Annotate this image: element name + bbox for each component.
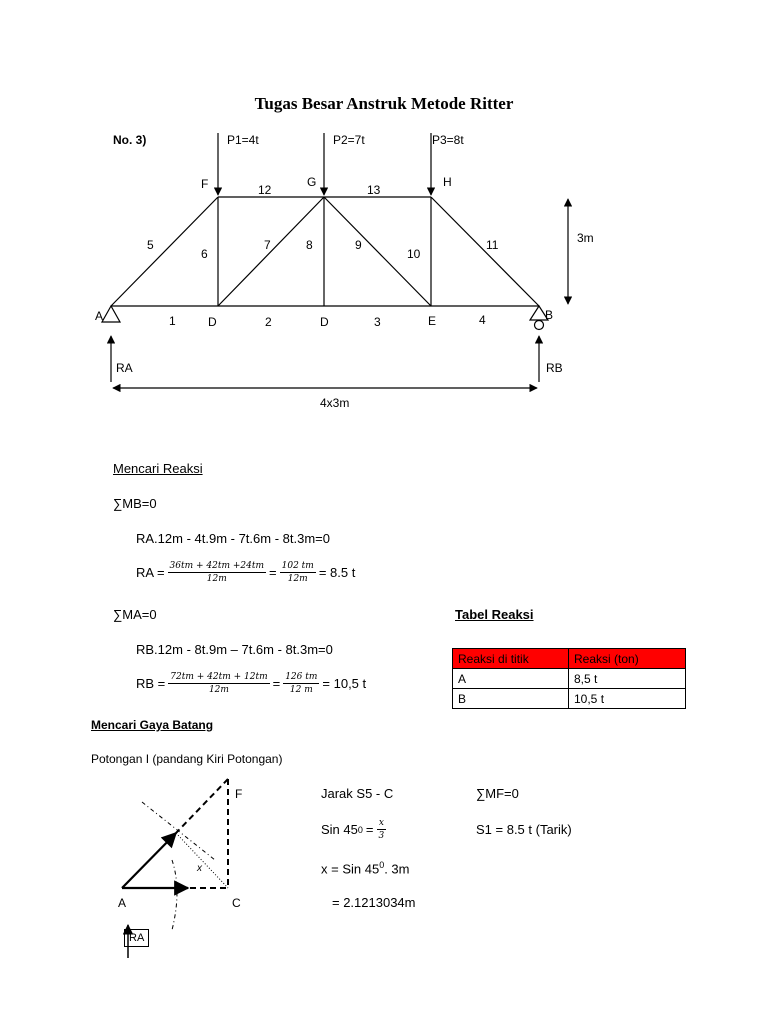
diagram-label-x: x [197, 863, 202, 874]
height-label: 3m [577, 231, 594, 245]
table-row [453, 669, 686, 689]
rb-equation: RB.12m - 8t.9m – 7t.6m - 8t.3m=0 [136, 642, 333, 657]
node-label-d2: D [320, 315, 329, 329]
table-cell: A [453, 669, 569, 689]
x-eq-right: . 3m [384, 861, 410, 877]
ra-fraction-2 [280, 560, 316, 585]
ra-box-label: RA [124, 929, 149, 947]
member-label-8: 8 [306, 238, 313, 252]
rb-frac1-numerator: 72tm + 42tm + 12tm [170, 672, 268, 682]
rb-frac2-numerator: 126 tm [285, 672, 318, 682]
rb-result: = 10,5 t [322, 676, 367, 691]
member-label-12: 12 [258, 183, 272, 197]
table-row [453, 689, 686, 709]
member-label-9: 9 [355, 238, 362, 252]
diagram-label-f: F [235, 787, 243, 801]
rb-frac1-denominator: 12m [208, 685, 229, 695]
rb-fraction-1 [168, 671, 269, 696]
member-label-3: 3 [374, 315, 381, 329]
diagram-label-a: A [118, 896, 127, 910]
node-label-e: E [428, 314, 437, 328]
x-degree: 0 [379, 860, 385, 870]
x-equation [321, 860, 410, 876]
table-cell: 10,5 t [569, 689, 686, 709]
reaksi-heading: Mencari Reaksi [113, 461, 203, 476]
reaction-label-rb: RB [546, 361, 563, 375]
potongan-label: Potongan I (pandang Kiri Potongan) [91, 752, 283, 766]
jarak-label: Jarak S5 - C [321, 786, 394, 801]
x-result: = 2.1213034m [332, 895, 416, 910]
rb-fraction-equation [136, 671, 366, 696]
sin-numerator: x [378, 818, 384, 828]
page-title: Tugas Besar Anstruk Metode Ritter [254, 94, 514, 113]
rb-frac2-denominator: 12 m [289, 685, 313, 695]
ra-lhs: RA = [136, 565, 165, 580]
ra-equation: RA.12m - 4t.9m - 7t.6m - 8t.3m=0 [136, 531, 330, 546]
ra-frac2-numerator: 102 tm [281, 561, 314, 571]
gaya-heading: Mencari Gaya Batang [91, 718, 214, 732]
distance-x-line [176, 833, 228, 888]
member-af-dashed [176, 779, 228, 833]
sin-degree: 0 [357, 824, 363, 835]
load-label-p1: P1=4t [227, 133, 259, 147]
reaction-table [452, 648, 686, 709]
rb-equals: = [272, 676, 281, 691]
member-label-10: 10 [407, 247, 421, 261]
ra-frac2-denominator: 12m [287, 574, 308, 584]
sin-lhs: Sin 45 [321, 822, 358, 837]
truss-members [111, 197, 539, 306]
table-cell: B [453, 689, 569, 709]
table-cell: 8,5 t [569, 669, 686, 689]
table-header-cell: Reaksi (ton) [569, 649, 686, 669]
diagram-label-c: C [232, 896, 241, 910]
node-label-d1: D [208, 315, 217, 329]
rb-lhs: RB = [136, 676, 166, 691]
problem-number: No. 3) [113, 133, 147, 147]
node-label-f: F [201, 177, 209, 191]
member-label-5: 5 [147, 238, 154, 252]
section-cut-arc [172, 860, 177, 930]
force-s5-arrow [122, 833, 176, 888]
s1-result: S1 = 8.5 t (Tarik) [476, 822, 572, 837]
reaction-label-ra: RA [116, 361, 133, 375]
node-label-h: H [443, 175, 452, 189]
load-label-p3: P3=8t [432, 133, 464, 147]
pin-support-icon [102, 306, 120, 322]
ra-fraction-1 [168, 560, 266, 585]
ra-frac1-numerator: 36tm + 42tm +24tm [169, 561, 265, 571]
sin-fraction [376, 817, 386, 842]
ra-fraction-equation [136, 560, 355, 585]
load-label-p2: P2=7t [333, 133, 365, 147]
ra-result: = 8.5 t [318, 565, 356, 580]
node-label-a: A [95, 309, 104, 323]
member-label-1: 1 [169, 314, 176, 328]
sin-equals: = [365, 822, 374, 837]
section-cut-line [142, 802, 215, 860]
tabel-heading: Tabel Reaksi [455, 607, 534, 622]
member-label-13: 13 [367, 183, 381, 197]
sin-denominator: 3 [378, 831, 385, 841]
ra-frac1-denominator: 12m [206, 574, 227, 584]
x-eq-left: x = Sin 45 [321, 861, 380, 877]
sum-mf: ∑MF=0 [476, 786, 519, 801]
span-label: 4x3m [320, 396, 350, 410]
ra-equals: = [269, 565, 277, 580]
member-label-6: 6 [201, 247, 208, 261]
table-header-row [453, 649, 686, 669]
truss-diagram [0, 120, 768, 420]
node-label-b: B [545, 308, 554, 322]
roller-icon [535, 321, 544, 330]
member-11 [431, 197, 539, 306]
member-label-11: 11 [486, 238, 499, 252]
sum-ma: ∑MA=0 [113, 607, 157, 622]
member-label-2: 2 [265, 315, 272, 329]
sum-mb: ∑MB=0 [113, 496, 157, 511]
member-label-4: 4 [479, 313, 486, 327]
member-label-7: 7 [264, 238, 271, 252]
node-label-g: G [307, 175, 317, 189]
sin-equation [321, 817, 389, 842]
rb-fraction-2 [283, 671, 319, 696]
table-header-cell: Reaksi di titik [453, 649, 569, 669]
